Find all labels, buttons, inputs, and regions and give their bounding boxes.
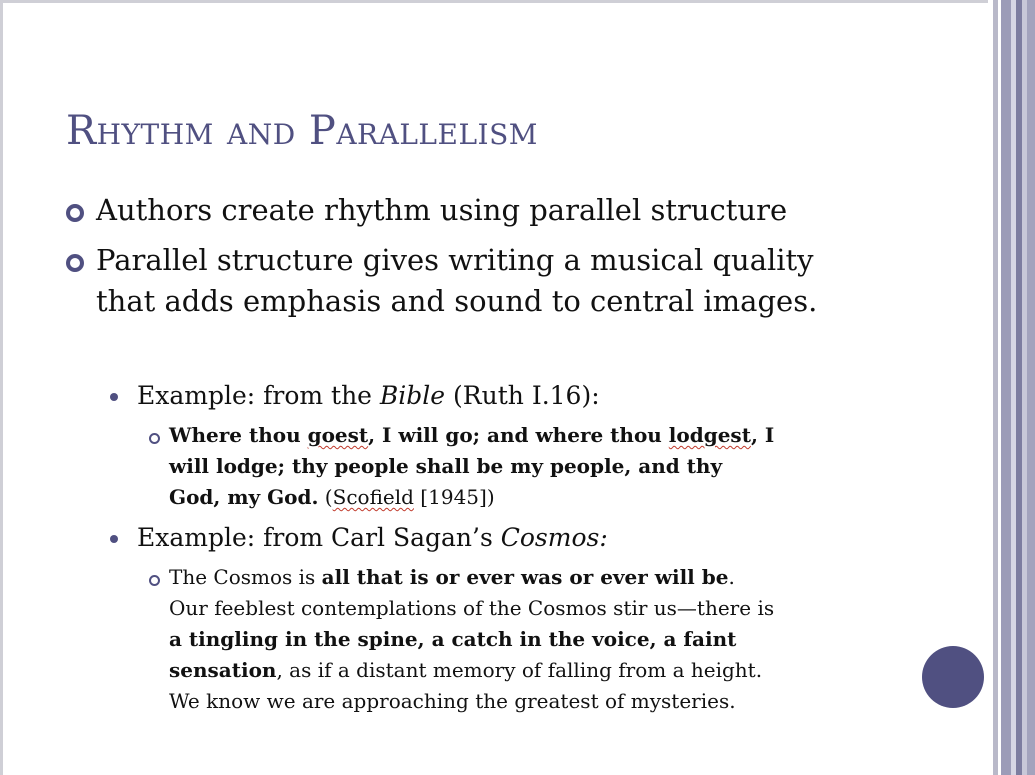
example-cosmos-label: Example: from Carl Sagan’s Cosmos: — [137, 523, 608, 552]
bullet-text-continued: that adds emphasis and sound to central images. — [96, 284, 818, 318]
side-stripes — [988, 0, 1035, 775]
bullet-icon — [66, 254, 84, 272]
bullet-text: Parallel structure gives writing a musical quality — [96, 243, 814, 277]
example-bible-label: Example: from the Bible (Ruth I.16): — [137, 381, 600, 410]
bible-quote: Where thou goest, I will go; and where thou lodgest, I will lodge; thy people shall be my people, and thy God, my God. (Scofield [1945]) — [169, 423, 775, 509]
decorative-circle — [922, 646, 984, 708]
quote-bullet-icon — [149, 575, 160, 586]
bullet-icon — [66, 204, 84, 222]
sub-bullet-icon — [110, 535, 118, 543]
sub-bullet-icon — [110, 393, 118, 401]
quote-bullet-icon — [149, 433, 160, 444]
cosmos-quote: The Cosmos is all that is or ever was or ever will be. Our feeblest contemplations of the Cosmos stir us—there is a tingling in the spine, a catch in the voice, a faint sensation, as if a distant memory of falling from a height. We know we are approaching the greatest of mysteries. — [169, 565, 775, 713]
bullet-text: Authors create rhythm using parallel structure — [96, 193, 788, 227]
slide-title: Rhythm and Parallelism — [66, 108, 538, 154]
